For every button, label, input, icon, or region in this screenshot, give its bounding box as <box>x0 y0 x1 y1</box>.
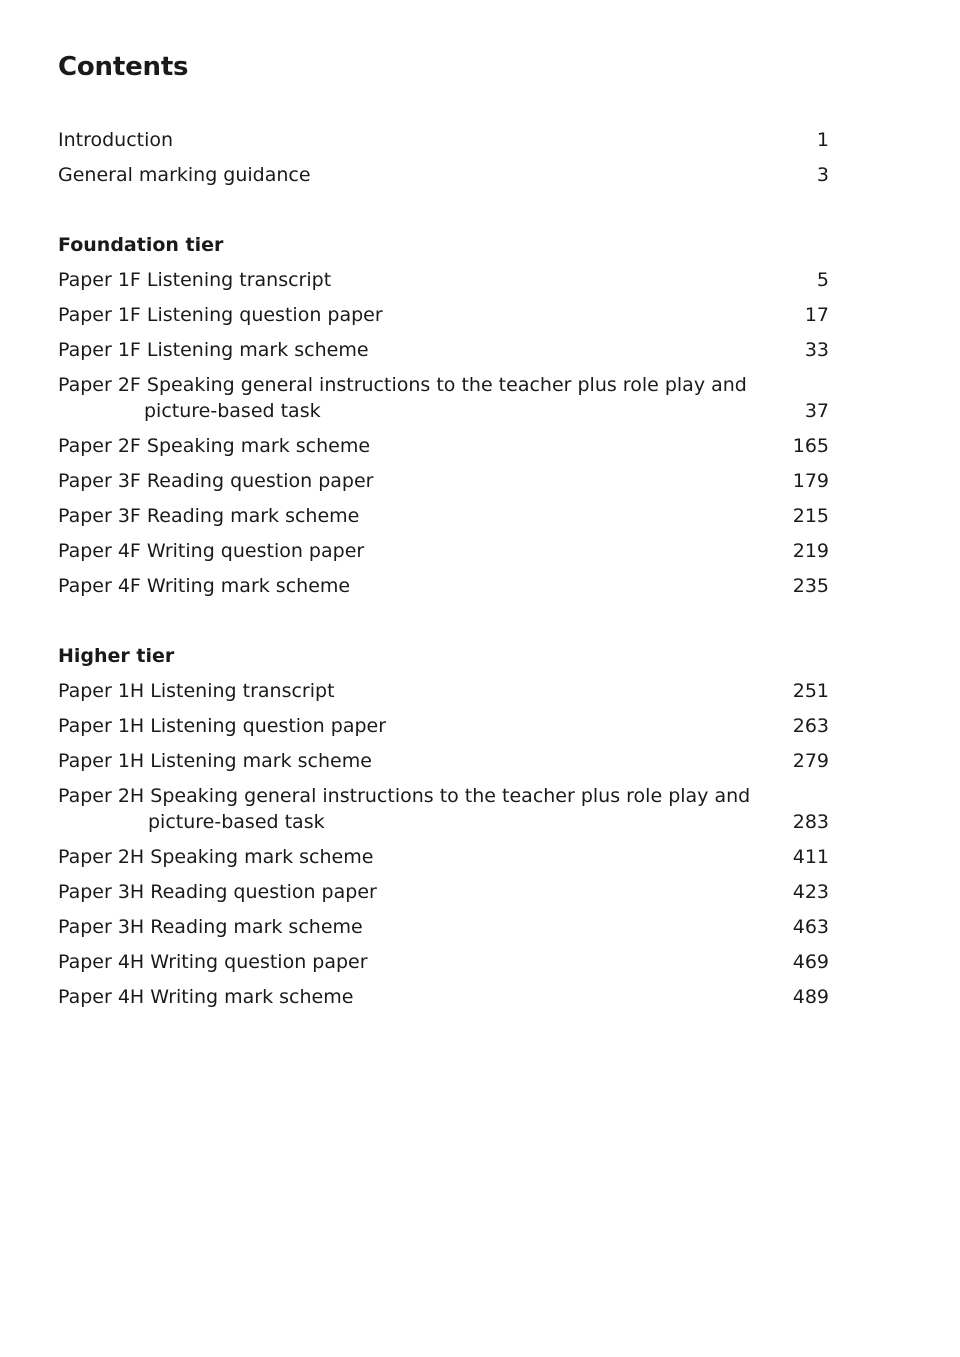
toc-entry-label: Paper 4F Writing mark scheme <box>58 575 351 597</box>
toc-entry-introduction[interactable] <box>58 127 829 153</box>
toc-entry-page: 469 <box>792 951 829 973</box>
toc-entry-label: Paper 2H Speaking general instructions to the teacher plus role play and <box>58 785 751 807</box>
toc-entry-page: 251 <box>792 680 829 702</box>
toc-entry-label: Paper 3H Reading mark scheme <box>58 916 363 938</box>
toc-entry-label: Paper 4H Writing question paper <box>58 951 368 973</box>
toc-entry-page: 423 <box>792 881 829 903</box>
toc-entry-label: Introduction <box>58 129 174 151</box>
section-heading-foundation: Foundation tier <box>58 234 224 256</box>
toc-entry-page: 235 <box>792 575 829 597</box>
section-heading-higher: Higher tier <box>58 645 175 667</box>
toc-entry-3h-reading-question-paper[interactable] <box>58 879 829 905</box>
toc-entry-label: Paper 1H Listening question paper <box>58 715 387 737</box>
toc-entry-label: General marking guidance <box>58 164 311 186</box>
toc-entry-page: 17 <box>804 304 829 326</box>
toc-entry-2f-speaking-instructions[interactable] <box>58 372 829 424</box>
toc-entry-page: 5 <box>816 269 829 291</box>
toc-entry-label: Paper 2H Speaking mark scheme <box>58 846 374 868</box>
toc-entry-page: 215 <box>792 505 829 527</box>
toc-entry-page: 463 <box>792 916 829 938</box>
toc-entry-3f-reading-question-paper[interactable] <box>58 468 829 494</box>
toc-entry-2f-speaking-mark-scheme[interactable] <box>58 433 829 459</box>
toc-entry-label-continuation: picture-based task <box>148 811 325 833</box>
toc-entry-page: 3 <box>816 164 829 186</box>
toc-entry-1f-listening-transcript[interactable] <box>58 267 829 293</box>
table-of-contents <box>58 127 829 1019</box>
toc-entry-page: 489 <box>792 986 829 1008</box>
toc-entry-label: Paper 3F Reading question paper <box>58 470 374 492</box>
toc-entry-4f-writing-mark-scheme[interactable] <box>58 573 829 599</box>
toc-entry-page: 283 <box>792 811 829 833</box>
toc-entry-label: Paper 4H Writing mark scheme <box>58 986 354 1008</box>
toc-entry-label: Paper 1F Listening question paper <box>58 304 383 326</box>
section-spacer <box>58 608 829 643</box>
toc-entry-4f-writing-question-paper[interactable] <box>58 538 829 564</box>
toc-entry-4h-writing-mark-scheme[interactable] <box>58 984 829 1010</box>
toc-entry-4h-writing-question-paper[interactable] <box>58 949 829 975</box>
toc-entry-label: Paper 1F Listening mark scheme <box>58 339 369 361</box>
toc-entry-label: Paper 4F Writing question paper <box>58 540 365 562</box>
toc-entry-label: Paper 1F Listening transcript <box>58 269 332 291</box>
toc-entry-label-continuation: picture-based task <box>144 400 321 422</box>
toc-entry-2h-speaking-mark-scheme[interactable] <box>58 844 829 870</box>
toc-entry-page: 165 <box>792 435 829 457</box>
toc-entry-page: 219 <box>792 540 829 562</box>
toc-entry-page: 279 <box>792 750 829 772</box>
toc-entry-1h-listening-question-paper[interactable] <box>58 713 829 739</box>
toc-entry-page: 411 <box>792 846 829 868</box>
toc-entry-label: Paper 2F Speaking general instructions to the teacher plus role play and <box>58 374 747 396</box>
toc-entry-1h-listening-transcript[interactable] <box>58 678 829 704</box>
toc-entry-label: Paper 1H Listening mark scheme <box>58 750 372 772</box>
toc-entry-page: 37 <box>804 400 829 422</box>
toc-entry-page: 263 <box>792 715 829 737</box>
toc-entry-label: Paper 2F Speaking mark scheme <box>58 435 371 457</box>
toc-entry-1f-listening-question-paper[interactable] <box>58 302 829 328</box>
toc-entry-3h-reading-mark-scheme[interactable] <box>58 914 829 940</box>
toc-entry-1f-listening-mark-scheme[interactable] <box>58 337 829 363</box>
toc-entry-2h-speaking-instructions[interactable] <box>58 783 829 835</box>
page-title: Contents <box>58 52 189 82</box>
section-spacer <box>58 197 829 232</box>
toc-entry-page: 1 <box>816 129 829 151</box>
toc-entry-label: Paper 3H Reading question paper <box>58 881 377 903</box>
toc-entry-1h-listening-mark-scheme[interactable] <box>58 748 829 774</box>
toc-entry-label: Paper 3F Reading mark scheme <box>58 505 360 527</box>
toc-entry-page: 179 <box>792 470 829 492</box>
toc-entry-page: 33 <box>804 339 829 361</box>
toc-entry-general-marking-guidance[interactable] <box>58 162 829 188</box>
toc-entry-label: Paper 1H Listening transcript <box>58 680 335 702</box>
toc-entry-3f-reading-mark-scheme[interactable] <box>58 503 829 529</box>
